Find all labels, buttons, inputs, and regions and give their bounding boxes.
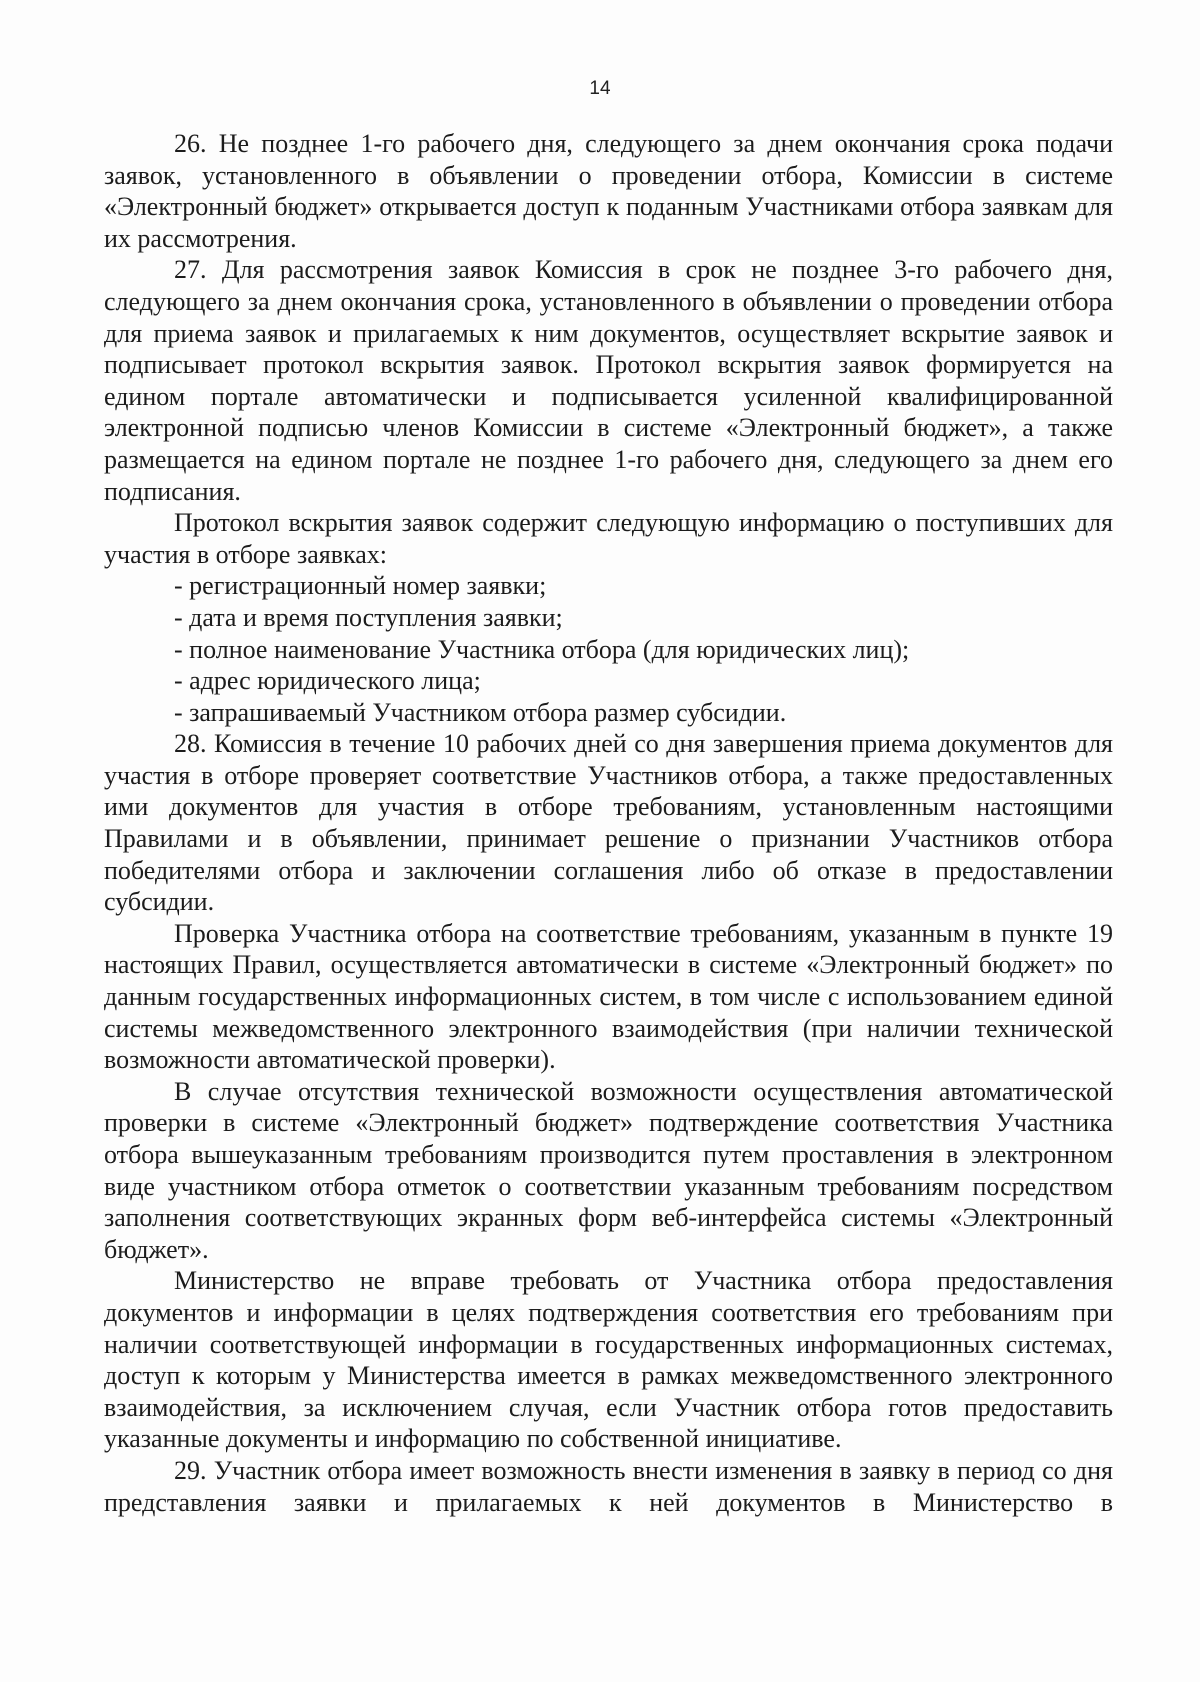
paragraph-29: 29. Участник отбора имеет возможность внести изменения в заявку в период со дня представления заявки и прилагаемых к ней документов в Министерство в	[104, 1455, 1113, 1517]
paragraph-26: 26. Не позднее 1-го рабочего дня, следующего за днем окончания срока подачи заявок, установленного в объявлении о проведении отбора, Комиссии в системе «Электронный бюджет» открывается доступ к поданным Участниками отбора заявкам для их рассмотрения.	[104, 129, 1113, 253]
paragraph-27: 27. Для рассмотрения заявок Комиссия в срок не позднее 3-го рабочего дня, следующего за днем окончания срока, установленного в объявлении о проведении отбора для приема заявок и прилагаемых к ним документов, осуществляет вскрытие заявок и подписывает протокол вскрытия заявок. Протокол вскрытия заявок формируется на едином портале автоматически и подписывается усиленной квалифицированной электронной подписью членов Комиссии в системе «Электронный бюджет», а также размещается на едином портале не позднее 1-го рабочего дня, следующего за днем его подписания.	[104, 255, 1113, 506]
protocol-info-item: - адрес юридического лица;	[174, 666, 481, 696]
automatic-check-paragraph: Проверка Участника отбора на соответствие требованиям, указанным в пункте 19 настоящих Правил, осуществляется автоматически в системе «Электронный бюджет» по данным государственных информационных систем, в том числе с использованием единой системы межведомственного электронного взаимодействия (при наличии технической возможности автоматической проверки).	[104, 918, 1113, 1075]
protocol-info-item: - регистрационный номер заявки;	[174, 571, 547, 601]
ministry-rule-paragraph: Министерство не вправе требовать от Участника отбора предоставления документов и информации в целях подтверждения соответствия его требованиям при наличии соответствующей информации в государственных информационных системах, доступ к которым у Министерства имеется в рамках межведомственного электронного взаимодействия, за исключением случая, если Участник отбора готов предоставить указанные документы и информацию по собственной инициативе.	[104, 1266, 1113, 1454]
paragraph-28: 28. Комиссия в течение 10 рабочих дней со дня завершения приема документов для участия в отборе проверяет соответствие Участников отбора, а также предоставленных ими документов для участия в отборе требованиям, установленным настоящими Правилами и в объявлении, принимает решение о признании Участников отбора победителями отбора и заключении соглашения либо об отказе в предоставлении субсидии.	[104, 729, 1113, 917]
protocol-info-list	[104, 570, 1113, 728]
protocol-info-item: - полное наименование Участника отбора (для юридических лиц);	[174, 634, 910, 664]
manual-check-paragraph: В случае отсутствия технической возможности осуществления автоматической проверки в системе «Электронный бюджет» подтверждение соответствия Участника отбора вышеуказанным требованиям производится путем проставления в электронном виде участником отбора отметок о соответствии указанным требованиям посредством заполнения соответствующих экранных форм веб-интерфейса системы «Электронный бюджет».	[104, 1076, 1113, 1264]
page-number: 14	[589, 78, 611, 99]
protocol-info-item: - запрашиваемый Участником отбора размер субсидии.	[174, 697, 787, 727]
continued-paragraph-wrapper	[104, 1455, 1113, 1518]
protocol-info-item: - дата и время поступления заявки;	[174, 602, 563, 632]
document-body	[104, 128, 1113, 1518]
protocol-intro-paragraph: Протокол вскрытия заявок содержит следующую информацию о поступивших для участия в отборе заявках:	[104, 508, 1113, 569]
